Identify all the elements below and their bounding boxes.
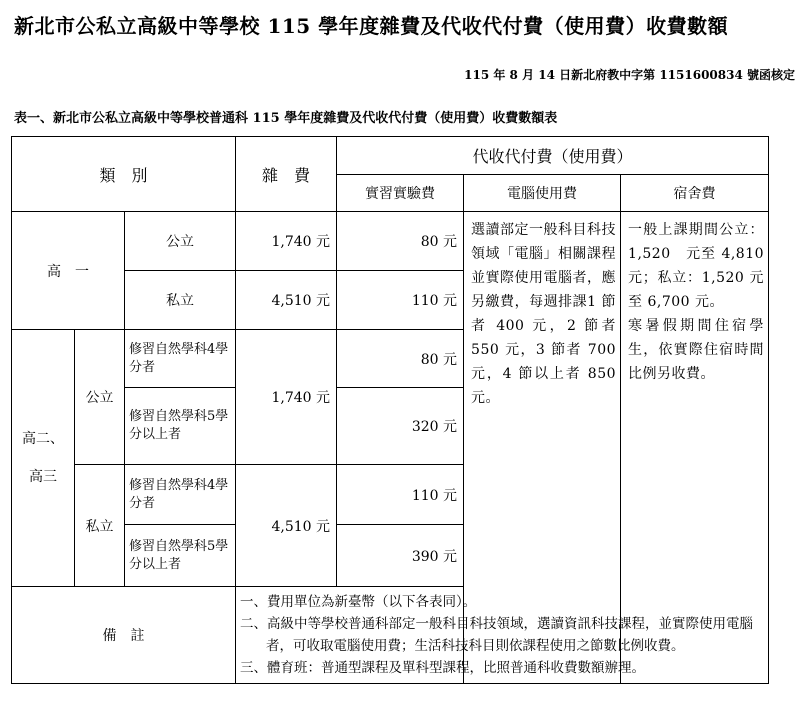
- grade1-private-misc: 4,510 元: [236, 271, 337, 330]
- approval-notice: 115 年 8 月 14 日新北府教中字第 1151600834 號函核定: [464, 68, 795, 82]
- table-caption: 表一、新北市公私立高級中等學校普通科 115 學年度雜費及代收代付費（使用費）收費數額表: [14, 111, 558, 126]
- remark-3: 三、體育班：普通型課程及單科型課程，比照普通科收費數額辦理。: [240, 660, 646, 676]
- grade1-public-misc: 1,740 元: [236, 212, 337, 271]
- dorm-fee-note-1: 一般上課期間公立：1,520 元至 4,810 元；私立：1,520 元至 6,700 元。: [628, 222, 765, 310]
- remark-2: 二、高級中等學校普通科部定一般科目科技領域，選讀資訊科技課程，並實際使用電腦者，可收取電腦使用費；生活科技科目則依課程使用之節數比例收費。: [240, 616, 754, 654]
- grade23-private-sub-2: 修習自然學科5學分以上者: [125, 525, 236, 587]
- remark-1: 一、費用單位為新臺幣（以下各表同）。: [240, 594, 477, 610]
- grade23-private-misc: 4,510 元: [236, 465, 337, 587]
- grade23-public-lab-2: 320 元: [337, 388, 464, 465]
- grade1-private-lab: 110 元: [337, 271, 464, 330]
- fee-table: [11, 136, 769, 684]
- collect-pay-header: 代收代付費（使用費）: [337, 137, 769, 175]
- dorm-fee-note-2: 寒暑假期間住宿學生，依實際住宿時間比例另收費。: [628, 318, 765, 382]
- grade23-public-label: 公立: [75, 330, 125, 465]
- grade23-private-label: 私立: [75, 465, 125, 587]
- page-title: 新北市公私立高級中等學校 115 學年度雜費及代收代付費（使用費）收費數額: [14, 14, 729, 38]
- grade23-label: 高二、 高三: [12, 330, 75, 587]
- grade1-label: 高 一: [12, 212, 125, 330]
- computer-fee-note: 選讀部定一般科目科技領域「電腦」相關課程並實際使用電腦者，應另繳費，每週排課1 節者 400 元，2 節者 550 元，3 節者 700 元，4 節以上者 850 元。: [464, 212, 621, 684]
- misc-fee-header: 雜 費: [236, 137, 337, 212]
- grade1-public-label: 公立: [125, 212, 236, 271]
- header-row-1: [12, 137, 769, 175]
- remarks-row: [12, 587, 769, 684]
- grade23-public-sub-1: 修習自然學科4學分者: [125, 330, 236, 388]
- grade23-private-sub-1: 修習自然學科4學分者: [125, 465, 236, 525]
- remarks-label: 備 註: [12, 587, 236, 684]
- category-header: 類 別: [12, 137, 236, 212]
- computer-fee-header: 電腦使用費: [464, 175, 621, 212]
- grade23-public-sub-2: 修習自然學科5學分以上者: [125, 388, 236, 465]
- lab-fee-header: 實習實驗費: [337, 175, 464, 212]
- grade1-private-label: 私立: [125, 271, 236, 330]
- grade23-private-lab-2: 390 元: [337, 525, 464, 587]
- grade1-public-row: [12, 212, 769, 271]
- grade23-private-lab-1: 110 元: [337, 465, 464, 525]
- grade1-public-lab: 80 元: [337, 212, 464, 271]
- grade23-public-misc: 1,740 元: [236, 330, 337, 465]
- remarks-content: [236, 587, 769, 684]
- grade23-public-lab-1: 80 元: [337, 330, 464, 388]
- dorm-fee-header: 宿舍費: [621, 175, 769, 212]
